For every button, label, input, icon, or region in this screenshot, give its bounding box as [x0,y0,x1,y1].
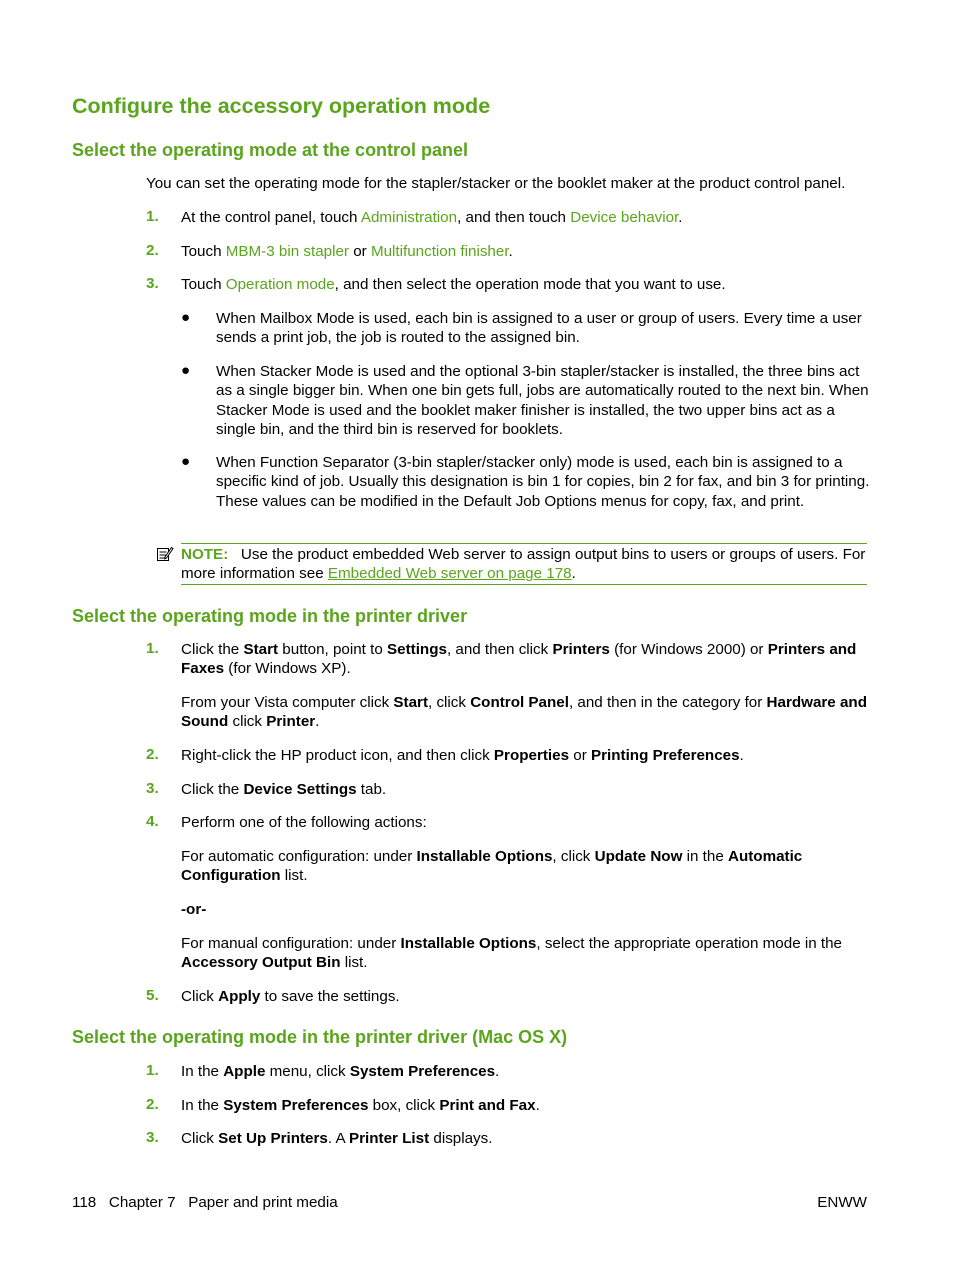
step-subtext [181,847,871,886]
text: At the control panel, touch [181,209,361,226]
ui-term-device-behavior: Device behavior [570,209,679,226]
step-number: 2. [146,1096,159,1113]
step-number: 2. [146,242,159,259]
bullet-icon: ● [181,309,191,326]
step-text [181,242,871,261]
embedded-web-server-link[interactable]: Embedded Web server on page 178 [327,565,572,583]
text: Click the [181,781,244,798]
text: Set Up Printers [218,1130,328,1147]
text: . [678,209,683,226]
text: System Preferences [223,1097,369,1114]
section-heading-mac: Select the operating mode in the printer driver (Mac OS X) [72,1027,568,1047]
text: Accessory Output Bin [181,954,341,972]
step-number: 1. [146,1062,159,1079]
bullet-text-stacker: When Stacker Mode is used and the optional 3-bin stapler/stacker is installed, the three bins act as a single bigger bin. When one bin gets full, jobs are automatically routed to the next bin. When Stacker Mode is used and the booklet maker finisher is installed, the two upper bins act as a single bin, and the third bin is reserved for booklets. [216,363,869,439]
text: Click [181,1130,219,1147]
text: Printer List [348,1130,430,1147]
text: . [535,1097,540,1114]
text: button, point to [278,641,388,658]
text: Installable Options [416,848,553,865]
bullet-text-mailbox: When Mailbox Mode is used, each bin is assigned to a user or group of users. Every time a user sends a print job, the job is routed to the assigned bin. [216,310,862,347]
step-subtext [181,934,871,973]
note-bottom-rule [181,584,867,585]
text: Automatic Configuration [181,848,803,885]
text: Click the [181,641,244,658]
note-icon [156,545,174,563]
text: Print and Fax [439,1097,536,1114]
note-text [181,545,869,584]
step-number: 3. [146,275,159,292]
text: Settings [387,641,447,658]
text: , and then in the category for [568,694,767,711]
text: displays. [429,1130,493,1147]
text: Control Panel [470,694,569,711]
text: Right-click the HP product icon, and then click [181,747,494,764]
step-text [181,1096,871,1115]
text: Printer [266,713,316,731]
text: list. [280,867,308,885]
step-text [181,1129,871,1148]
text: list. [340,954,368,972]
bullet-icon: ● [181,453,191,470]
note-top-rule [181,543,867,544]
bullet-icon: ● [181,362,191,379]
step-text [181,1062,871,1081]
text: or [569,747,591,764]
text: , and then touch [457,209,571,226]
text: For manual configuration: under [181,935,401,952]
step-number: 3. [146,780,159,797]
step-number: 3. [146,1129,159,1146]
text: In the [181,1063,224,1080]
ui-term-operation-mode: Operation mode [225,276,335,293]
text: , and then click [446,641,553,658]
text: menu, click [265,1063,350,1080]
text: in the [682,848,728,865]
ui-term-multifunction-finisher: Multifunction finisher [370,243,509,260]
intro-paragraph: You can set the operating mode for the stapler/stacker or the booklet maker at the product control panel. [146,175,846,192]
text: Apple [223,1063,266,1080]
text: Printers and Faxes [181,641,857,678]
step-text [181,746,871,765]
text: Touch [181,243,226,260]
text: Touch [181,276,226,293]
text: System Preferences [349,1063,496,1080]
text: Installable Options [400,935,537,952]
text: , select the appropriate operation mode in the [536,935,843,952]
text: or [348,243,371,260]
text: In the [181,1097,224,1114]
text: . [571,565,576,583]
text: box, click [368,1097,440,1114]
text: Printers [552,641,610,658]
text: Hardware and Sound [181,694,867,731]
page-title: Configure the accessory operation mode [72,94,491,118]
or-separator: -or- [181,901,207,918]
bullet-text-function-separator: When Function Separator (3-bin stapler/stacker only) mode is used, each bin is assigned to a specific kind of job. Usually this designation is bin 1 for copies, bin 2 for fax, and bin 3 for printing. These values can be modified in the Default Job Options menus for copy, fax, and print. [216,454,870,510]
text: Printing Preferences [590,747,740,764]
text: Device Settings [243,781,357,798]
text: . [315,713,320,731]
text: click [228,713,267,731]
section-heading-control-panel: Select the operating mode at the control panel [72,140,469,160]
text: . [495,1063,500,1080]
text: Update Now [594,848,683,865]
text: (for Windows 2000) or [609,641,768,658]
step-number: 2. [146,746,159,763]
text: . A [327,1130,349,1147]
step-subtext [181,693,871,732]
step-text [181,987,871,1006]
text: Apply [218,988,261,1005]
text: (for Windows XP). [224,660,351,678]
text: Properties [493,747,570,764]
footer-enww: ENWW [817,1194,867,1211]
step-text [181,640,871,679]
text: Use the product embedded Web server to assign output bins to users or groups of users. For more information see [181,546,866,583]
text: Start [393,694,429,711]
text: Start [243,641,279,658]
step-number: 4. [146,813,159,830]
step-text [181,780,871,799]
footer-page-info: 118 Chapter 7 Paper and print media [72,1194,338,1211]
text: Click [181,988,219,1005]
text: , click [552,848,595,865]
note-label: NOTE: [181,546,229,563]
ui-term-administration: Administration [360,209,458,226]
text: . [508,243,513,260]
step-text [181,275,871,294]
step-number: 1. [146,640,159,657]
ui-term-mbm3: MBM-3 bin stapler [225,243,349,260]
step-text: Perform one of the following actions: [181,814,427,831]
text: , click [428,694,471,711]
text: tab. [356,781,387,798]
step-number: 1. [146,208,159,225]
section-heading-printer-driver: Select the operating mode in the printer driver [72,606,468,626]
text: . [739,747,744,764]
text: For automatic configuration: under [181,848,417,865]
step-number: 5. [146,987,159,1004]
text: From your Vista computer click [181,694,394,711]
step-text [181,208,871,227]
text: to save the settings. [260,988,400,1005]
text: , and then select the operation mode that you want to use. [334,276,726,293]
